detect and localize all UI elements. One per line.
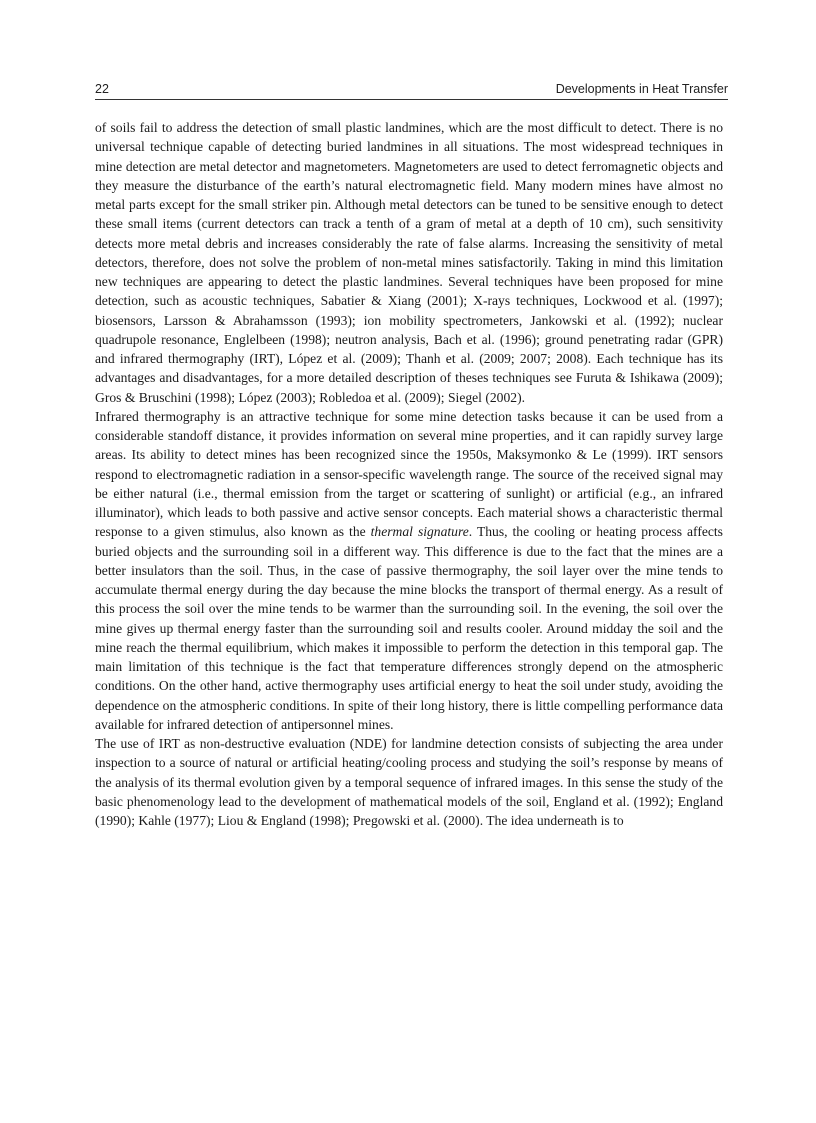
page-number: 22 <box>95 82 109 96</box>
paragraph-text: . Thus, the cooling or heating process affects buried objects and the surrounding soil in a different way. This difference is due to the fact that the mines are a better insulators than the soil. Thus, in the case of passive thermography, the soil layer over the mine tends to accumulate thermal energy during the day because the mine blocks the transport of thermal energy. As a result of this process the soil over the mine tends to be warmer than the surrounding soil. In the evening, the soil over the mine gives up thermal energy faster than the surrounding soil and results cooler. Around midday the soil and the mine reach the thermal equilibrium, which makes it impossible to perform the detection in this temporal gap. The main limitation of this technique is the fact that temperature differences strongly depend on the atmospheric conditions. On the other hand, active thermography uses artificial energy to heat the soil under study, avoiding the dependence on the atmospheric conditions. In spite of their long history, there is little compelling performance data available for infrared detection of antipersonnel mines. <box>95 524 723 732</box>
running-header <box>95 80 728 98</box>
header-rule <box>95 99 728 100</box>
paragraph-mine-detection-techniques: of soils fail to address the detection of small plastic landmines, which are the most difficult to detect. There is no universal technique capable of detecting buried landmines in all situations. The most widespread techniques in mine detection are metal detector and magnetometers. Magnetometers are used to detect ferromagnetic objects and they measure the disturbance of the earth’s natural electromagnetic field. Many modern mines have almost no metal parts except for the small striker pin. Although metal detectors can be tuned to be sensitive enough to detect these small items (current detectors can track a tenth of a gram of metal at a depth of 10 cm), such sensitivity detects more metal debris and increases considerably the rate of false alarms. Increasing the sensitivity of metal detectors, therefore, does not solve the problem of non-metal mines satisfactorily. Taking in mind this limitation new techniques are appearing to detect the plastic landmines. Several techniques have been proposed for mine detection, such as acoustic techniques, Sabatier & Xiang (2001); X-rays techniques, Lockwood et al. (1997); biosensors, Larsson & Abrahamsson (1993); ion mobility spectrometers, Jankowski et al. (1992); nuclear quadrupole resonance, Englelbeen (1998); neutron analysis, Bach et al. (1996); ground penetrating radar (GPR) and infrared thermography (IRT), López et al. (2009); Thanh et al. (2009; 2007; 2008). Each technique has its advantages and disadvantages, for a more detailed description of theses techniques see Furuta & Ishikawa (2009); Gros & Bruschini (1998); López (2003); Robledoa et al. (2009); Siegel (2002). <box>95 120 723 405</box>
body-text <box>95 118 723 830</box>
paragraph-infrared-thermography <box>95 407 723 734</box>
italic-term-thermal-signature: thermal signature <box>370 524 469 540</box>
book-title: Developments in Heat Transfer <box>555 82 728 96</box>
paragraph-text: Infrared thermography is an attractive technique for some mine detection tasks because it can be used from a considerable standoff distance, it provides information on several mine properties, and it can rapidly survey large areas. Its ability to detect mines has been recognized since the 1950s, Maksymonko & Le (1999). IRT sensors respond to electromagnetic radiation in a sensor-specific wavelength range. The source of the received signal may be either natural (i.e., thermal emission from the target or scattering of sunlight) or artificial (e.g., an infrared illuminator), which leads to both passive and active sensor concepts. Each material shows a characteristic thermal response to a given stimulus, also known as the <box>95 408 723 540</box>
paragraph-irt-nde: The use of IRT as non-destructive evaluation (NDE) for landmine detection consists of subjecting the area under inspection to a source of natural or artificial heating/cooling process and studying the soil’s response by means of the analysis of its thermal evolution given by a temporal sequence of infrared images. In this sense the study of the basic phenomenology lead to the development of mathematical models of the soil, England et al. (1992); England (1990); Kahle (1977); Liou & England (1998); Pregowski et al. (2000). The idea underneath is to <box>95 736 723 828</box>
